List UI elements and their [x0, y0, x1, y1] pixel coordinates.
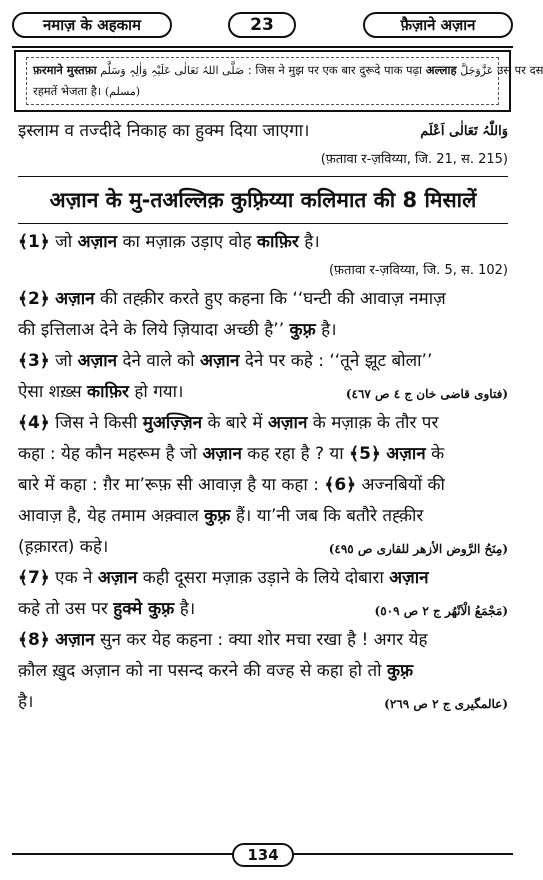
marker-3: ﴾3﴿	[18, 351, 50, 371]
example-4	[18, 408, 508, 439]
example-2	[18, 284, 508, 315]
example-8-end	[18, 687, 508, 718]
example-6-text: हैं। या’नी जब कि बतौरे तह्क़ीर	[235, 506, 424, 526]
example-7-bold: अज़ान	[97, 568, 138, 588]
section-heading: अज़ान के मु-तअल्लिक़ कुफ़्रिय्या कलिमात की 8 मिसालें	[49, 188, 477, 212]
wallahu-alam: وَاللّٰہُ تَعَالٰی اَعْلَم	[420, 124, 508, 139]
hadith-text-2: उस पर दस	[496, 63, 543, 77]
example-4-bold: अज़ान	[267, 413, 308, 433]
example-7-text: है।	[179, 599, 196, 619]
example-1-bold: अज़ान	[77, 232, 118, 252]
example-3-bold: अज़ान	[200, 351, 240, 371]
example-4-bold: मुअज़्ज़िन	[142, 413, 203, 433]
example-3-text: ऐसा शख़्स	[18, 382, 82, 402]
marker-1: ﴾1﴿	[18, 232, 50, 252]
hadith-inner	[26, 57, 543, 105]
reference-2: (फ़तावा र-ज़विय्या, जि. 5, स. 102)	[328, 263, 508, 278]
hadith-box	[14, 50, 543, 112]
header-page-number: 23	[228, 12, 296, 38]
example-4-cont	[18, 439, 508, 470]
example-1-text: है।	[304, 232, 320, 252]
marker-7: ﴾7﴿	[18, 568, 50, 588]
marker-6: ﴾6﴿	[324, 475, 357, 495]
example-3-bold: काफ़िर	[87, 382, 129, 402]
example-6-end	[18, 532, 508, 563]
header-divider	[12, 46, 513, 48]
example-2-bold: कुफ़्र	[289, 320, 316, 340]
example-4-text: कहा : येह कौन महरूम है जो	[18, 444, 198, 464]
example-7	[18, 563, 508, 594]
body-line-1	[18, 116, 508, 147]
page-body	[18, 116, 508, 718]
example-5-text: के	[431, 444, 445, 464]
example-6-text: आवाज़ है, येह तमाम अक़्वाल	[18, 506, 199, 526]
example-1-bold: काफ़िर	[256, 232, 299, 252]
example-7-text: कहे तो उस पर	[18, 599, 108, 619]
example-4-text: जिस ने किसी	[55, 413, 138, 433]
example-6-text: (ह़क़ारत) कहे।	[18, 537, 109, 557]
example-7-cont	[18, 594, 508, 625]
example-2-cont	[18, 315, 508, 346]
example-6-source: (مِنَحُ الرَّوض الأزهر للقاری ص ٤٩٥)	[328, 542, 508, 556]
example-6-bold: कुफ़्र	[204, 506, 231, 526]
example-8-text: सुन कर येह कहना : क्या शोर मचा रखा है ! अगर येह	[100, 630, 428, 650]
example-6-cont	[18, 501, 508, 532]
example-3-text: हो गया।	[134, 382, 184, 402]
example-8	[18, 625, 508, 656]
hadith-source: (مسلم)	[104, 85, 141, 98]
example-6-text: अज्नबियों की	[361, 475, 445, 495]
marker-8: ﴾8﴿	[18, 630, 50, 650]
ruling-text: इस्लाम व तज्दीदे निकाह का हुक्म दिया जाएगा।	[18, 121, 310, 141]
page-header	[12, 8, 513, 42]
salutation-text: صَلَّی اللہُ تَعَالٰی عَلَیْہِ وَاٰلِہٖ وَسَلَّم	[100, 64, 245, 77]
example-3-quote: ‘‘तूने झूट बोला’’	[329, 351, 433, 371]
example-4-text: के बारे में	[207, 413, 263, 433]
example-5-text: बारे में कहा : ग़ैर मा’रूफ़ सी आवाज़ है या कहा :	[18, 475, 319, 495]
chapter-title: फ़ैज़ाने अज़ान	[363, 12, 513, 38]
example-3-text: देने पर कहे :	[244, 351, 324, 371]
reference-1: (फ़तावा र-ज़विय्या, जि. 21, स. 215)	[320, 152, 508, 167]
example-3-text: देने वाले को	[122, 351, 195, 371]
example-3-source: (فتاوی قاضی خان ج ٤ ص ٤٦٧)	[345, 387, 508, 401]
example-8-source: (عالمگیری ج ٢ ص ٢٦٩)	[384, 697, 508, 711]
example-2-text: की तह्क़ीर करते हुए कहना कि ‘‘घन्टी की आवाज़ नमाज़	[100, 289, 446, 309]
example-3	[18, 346, 508, 377]
hadith-allah: अल्लाह	[425, 63, 457, 77]
example-8-text: है।	[18, 692, 34, 712]
example-4-bold: अज़ान	[202, 444, 242, 464]
example-7-source: (مَجْمَعُ الْاَنْهُر ج ٢ ص ٥٠٩)	[374, 604, 508, 618]
footer-page-number: 134	[232, 843, 294, 867]
example-5-bold: अज़ान	[386, 444, 426, 464]
example-7-text: एक ने	[55, 568, 93, 588]
example-7-text: कही दूसरा मज़ाक़ उड़ाने के लिये दोबारा	[142, 568, 384, 588]
hadith-azza: عَزَّوَجَلَّ	[460, 64, 494, 77]
example-3-text: जो	[55, 351, 73, 371]
example-8-text: क़ौल ख़ुद अज़ान को ना पसन्द करने की वज्ह से कहा हो तो	[18, 661, 382, 681]
example-8-bold: अज़ान	[55, 630, 95, 650]
example-5-cont	[18, 470, 508, 501]
heading-divider	[18, 223, 508, 224]
marker-5: ﴾5﴿	[349, 444, 381, 464]
example-1-text: का मज़ाक़ उड़ाए वोह	[122, 232, 252, 252]
example-4-text: के मज़ाक़ के तौर पर	[312, 413, 439, 433]
marker-2: ﴾2﴿	[18, 289, 50, 309]
example-1	[18, 227, 508, 258]
example-2-bold: अज़ान	[55, 289, 95, 309]
example-3-bold: अज़ान	[77, 351, 118, 371]
example-4-text: कह रहा है ? या	[247, 444, 344, 464]
hadith-text-1: : जिस ने मुझ पर एक बार दुरूदे पाक पढ़ा	[247, 63, 423, 77]
example-8-cont	[18, 656, 508, 687]
example-7-bold: हुक्मे कुफ़्र	[113, 599, 175, 619]
book-section-title: नमाज़ के अहकाम	[12, 12, 172, 38]
section-divider	[18, 176, 508, 177]
hadith-text-3: रहमतें भेजता है।	[33, 84, 102, 98]
example-8-bold: कुफ़्र	[386, 661, 414, 681]
marker-4: ﴾4﴿	[18, 413, 50, 433]
example-2-text: है।	[321, 320, 337, 340]
example-3-cont	[18, 377, 508, 408]
hadith-label: फ़रमाने मुस्तफ़ा	[33, 63, 97, 77]
example-2-text: की इत्तिलाअ देने के लिये ज़ियादा अच्छी है’’	[18, 320, 285, 340]
example-1-text: जो	[55, 232, 73, 252]
example-7-bold: अज़ान	[389, 568, 429, 588]
